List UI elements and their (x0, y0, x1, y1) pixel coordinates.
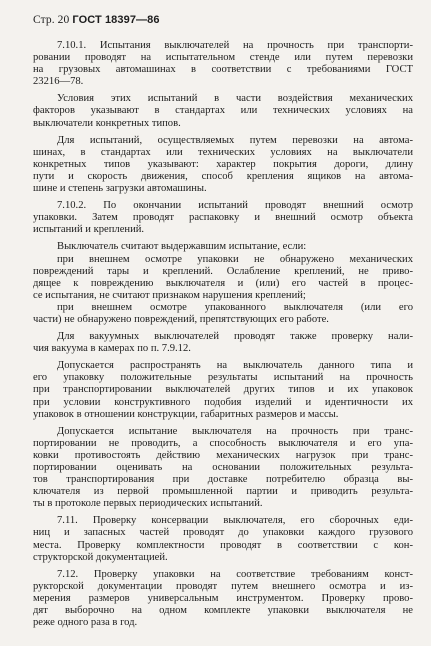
text-line: упаковок в отношении конструкции, габаритных размеров и массы. (33, 408, 339, 420)
text-line: ты в протоколе первых периодических испытаний. (33, 498, 263, 510)
text-line: се испытания, не считают признаком нарушения креплений; (33, 289, 306, 301)
text-line: факторов указывают в стандартах или технических условиях на (33, 105, 413, 117)
text-line: при внешнем осмотре упакованного выключателя (или его (57, 301, 413, 313)
text-line: 23216—78. (33, 76, 84, 88)
page-number: Стр. 20 (33, 14, 70, 26)
text-line: Выключатель считают выдержавшим испытание, если: (57, 241, 307, 253)
text-line: при условии конструктивного подобия изделий и идентичности их (33, 396, 413, 408)
text-line: 7.12. Проверку упаковки на соответствие требованиям конст- (57, 568, 413, 580)
text-line: его упаковку положительные результаты испытаний на прочность (33, 372, 413, 384)
text-line: Допускается распространять на выключатель данного типа и (57, 360, 413, 372)
text-line: при транспортировании выключателей других типов и их упаковок (33, 384, 413, 396)
text-line: тов транспортирования при доставке потребителю образца вы- (33, 474, 413, 486)
text-line: Для вакуумных выключателей проводят также проверку нали- (57, 331, 413, 343)
text-line: рукторской документации проводят путем внешнего осмотра и из- (33, 580, 413, 592)
text-line: Для испытаний, осуществляемых путем перевозки на автома- (57, 134, 413, 146)
text-line: реже одного раза в год. (33, 617, 138, 629)
text-line: структорской документацией. (33, 551, 168, 563)
text-line: ровании проводят на испытательном стенде или путем перевозки (33, 52, 413, 64)
text-line: повреждений тары и креплений. Ослабление креплений, не приво- (33, 265, 413, 277)
text-line: шине и степень загрузки автомашины. (33, 183, 207, 195)
text-line: ниц и запасных частей проводят до упаковки каждого грузового (33, 527, 413, 539)
text-line: 7.10.1. Испытания выключателей на прочность при транспорти- (57, 40, 413, 51)
text-line: на грузовых автомашинах в соответствии с требованиями ГОСТ (33, 64, 413, 76)
text-line: ключателя из первой промышленной партии и приводить результа- (33, 486, 413, 498)
text-line: 7.10.2. По окончании испытаний проводят внешний осмотр (57, 200, 413, 212)
text-line: портировании оценивать на основании положительных результа- (33, 462, 413, 473)
text-line: ковки противостоять действию механических нагрузок при транс- (33, 449, 413, 461)
text-line: дящее к повреждению выключателя и (или) его частей в процес- (33, 277, 413, 289)
standard-number: ГОСТ 18397—86 (72, 14, 160, 26)
text-line: пути и скорость движения, способ крепления ящиков на автома- (33, 170, 413, 182)
text-line: места. Проверку комплектности проводят в соответствии с кон- (33, 539, 413, 551)
page-header (33, 14, 160, 26)
text-line: Условия этих испытаний в части воздействия механических (57, 93, 413, 105)
document-body (33, 40, 413, 629)
text-line: мерения размеров универсальным инструментом. Проверку прово- (33, 592, 413, 604)
text-line: Допускается испытание выключателя на прочность при транс- (57, 425, 413, 437)
text-line: выключатели конкретных типов. (33, 117, 181, 129)
text-line: конкретных типов указывают: характер покрытия дороги, длину (33, 158, 413, 170)
text-line: части) не обнаружено повреждений, препятствующих его работе. (33, 313, 329, 325)
text-line: шинах, в стандартах или технических условиях на выключатели (33, 146, 413, 158)
text-line: портировании не проводить, а способность выключателя и его упа- (33, 437, 413, 449)
text-line: при внешнем осмотре упаковки не обнаружено механических (57, 253, 413, 265)
text-line: чия вакуума в камерах по п. 7.9.12. (33, 343, 191, 355)
text-line: 7.11. Проверку консервации выключателя, его сборочных еди- (57, 515, 413, 527)
text-line: испытаний и креплений. (33, 224, 145, 236)
text-line: дят выборочно на одном комплекте упаковки выключателя не (33, 605, 413, 617)
text-line: упаковки. Затем проводят распаковку и внешний осмотр объекта (33, 212, 413, 224)
